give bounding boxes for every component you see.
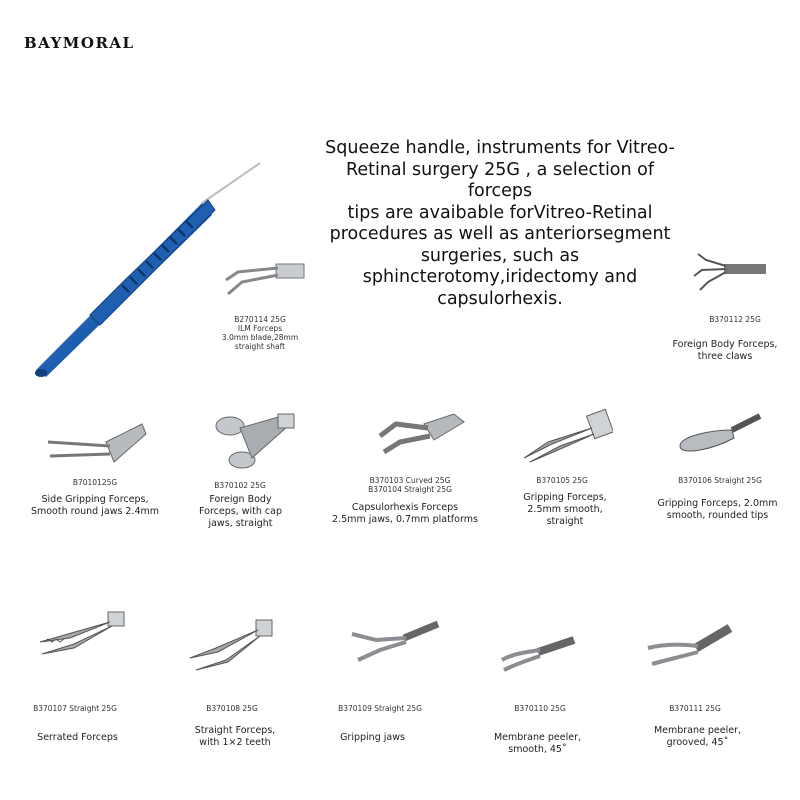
rounded-tip-forceps-image: [672, 410, 762, 460]
description-line: surgeries, such as: [420, 245, 580, 266]
side-gripping-forceps-image: [44, 420, 149, 470]
three-claw-forceps-image: [688, 250, 768, 295]
product-caption: Straight Forceps, with 1×2 teeth: [194, 725, 276, 748]
gripping-forceps-image: [518, 406, 613, 466]
product-code: B370112 25G: [709, 315, 761, 324]
description-line: capsulorhexis.: [437, 288, 563, 309]
description-line: procedures as well as anteriorsegment: [329, 224, 671, 244]
description-line: tips are avaibable forVitreo-Retinal: [347, 202, 653, 223]
grooved-membrane-peeler-image: [644, 620, 734, 670]
product-code: B370106 Straight 25G: [678, 476, 762, 485]
capsulorhexis-forceps-image: [374, 410, 469, 460]
smooth-membrane-peeler-image: [498, 630, 578, 675]
product-description: [316, 138, 684, 310]
product-code: B370108 25G: [206, 704, 258, 713]
description-line: Squeeze handle, instruments for Vitreo-: [325, 138, 675, 158]
product-code: B370103 Curved 25G B370104 Straight 25G: [368, 476, 452, 494]
ilm-forceps-image: [218, 258, 308, 303]
product-caption: Membrane peeler, smooth, 45˚: [493, 732, 582, 755]
product-code: B370111 25G: [669, 704, 721, 713]
description-line: sphincterotomy,iridectomy and: [362, 267, 638, 287]
product-caption: Gripping Forceps, 2.0mm smooth, rounded tips: [657, 498, 778, 521]
product-code: B370105 25G: [536, 476, 588, 485]
product-caption: Side Gripping Forceps, Smooth round jaws 2.4mm: [30, 494, 160, 517]
cap-jaw-forceps-image: [212, 408, 297, 473]
product-caption: Serrated Forceps: [37, 732, 118, 743]
product-caption: Foreign Body Forceps, with cap jaws, straight: [199, 494, 282, 529]
teeth-forceps-image: [186, 614, 276, 674]
product-caption: Capsulorhexis Forceps 2.5mm jaws, 0.7mm platforms: [332, 502, 478, 525]
brand-logo: BAYMORAL: [24, 34, 135, 52]
product-caption: Membrane peeler, grooved, 45˚: [653, 725, 742, 748]
product-code: B370107 Straight 25G: [33, 704, 117, 713]
gripping-jaws-image: [346, 616, 441, 666]
product-code: B370102 25G: [214, 481, 266, 490]
product-caption: Gripping jaws: [340, 732, 405, 743]
serrated-forceps-image: [34, 608, 129, 658]
product-caption: Foreign Body Forceps, three claws: [672, 339, 778, 362]
product-code: B370109 Straight 25G: [338, 704, 422, 713]
product-code: B370110 25G: [514, 704, 566, 713]
product-code: B7010125G: [72, 478, 118, 487]
description-line: Retinal surgery 25G , a selection of forceps: [345, 159, 655, 201]
product-code: B270114 25G ILM Forceps 3.0mm blade,28mm straight shaft: [221, 315, 299, 351]
product-caption: Gripping Forceps, 2.5mm smooth, straight: [523, 492, 607, 527]
